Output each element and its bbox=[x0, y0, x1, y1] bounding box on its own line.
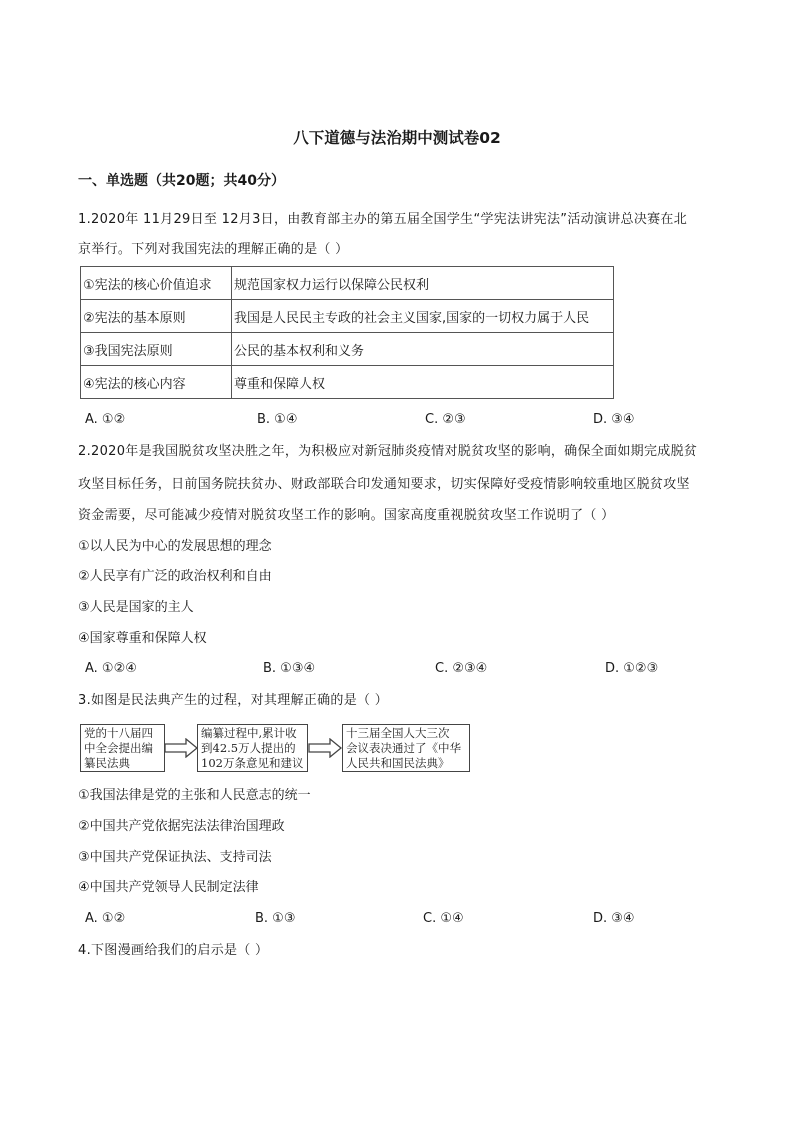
table-row bbox=[81, 333, 614, 366]
q3-item-1: ①我国法律是党的主张和人民意志的统一 bbox=[78, 788, 311, 803]
flow-box-2 bbox=[197, 724, 308, 772]
table-cell: 我国是人民民主专政的社会主义国家,国家的一切权力属于人民 bbox=[232, 300, 614, 333]
q3-option-b[interactable]: B. ①③ bbox=[255, 911, 296, 926]
q1-stem-line-1: 1.2020年 11月29日至 12月3日，由教育部主办的第五届全国学生“学宪法讲宪法”活动演讲总决赛在北 bbox=[78, 212, 688, 227]
q4-stem: 4.下图漫画给我们的启示是（ ） bbox=[78, 943, 269, 958]
q2-stem-line-2: 攻坚目标任务，日前国务院扶贫办、财政部联合印发通知要求，切实保障好受疫情影响较重地区脱贫攻坚 bbox=[78, 477, 690, 492]
q2-option-d[interactable]: D. ①②③ bbox=[605, 661, 659, 676]
flow-text: 纂民法典 bbox=[84, 756, 130, 770]
table-cell: 规范国家权力运行以保障公民权利 bbox=[232, 267, 614, 300]
table-row bbox=[81, 300, 614, 333]
table-cell: ②宪法的基本原则 bbox=[81, 300, 232, 333]
flow-text: 到42.5万人提出的 bbox=[201, 741, 296, 755]
q1-option-c[interactable]: C. ②③ bbox=[425, 412, 466, 427]
flow-text: 编纂过程中,累计收 bbox=[201, 726, 297, 740]
table-row bbox=[81, 267, 614, 300]
q2-item-3: ③人民是国家的主人 bbox=[78, 600, 194, 615]
q2-option-a[interactable]: A. ①②④ bbox=[85, 661, 137, 676]
flow-box-3 bbox=[342, 724, 470, 772]
flow-text: 人民共和国民法典》 bbox=[346, 756, 450, 770]
q2-option-b[interactable]: B. ①③④ bbox=[263, 661, 316, 676]
arrow-right-icon bbox=[308, 738, 342, 758]
q3-item-2: ②中国共产党依据宪法法律治国理政 bbox=[78, 819, 285, 834]
q3-item-4: ④中国共产党领导人民制定法律 bbox=[78, 880, 259, 895]
q1-options bbox=[85, 412, 725, 430]
flow-text: 十三届全国人大三次 bbox=[346, 726, 450, 740]
q1-option-a[interactable]: A. ①② bbox=[85, 412, 126, 427]
q2-item-2: ②人民享有广泛的政治权利和自由 bbox=[78, 569, 272, 584]
q1-option-b[interactable]: B. ①④ bbox=[257, 412, 298, 427]
q3-stem: 3.如图是民法典产生的过程，对其理解正确的是（ ） bbox=[78, 693, 389, 708]
table-cell: 尊重和保障人权 bbox=[232, 366, 614, 399]
q2-options bbox=[85, 661, 725, 679]
q1-table bbox=[80, 266, 614, 399]
flow-text: 会议表决通过了《中华 bbox=[346, 741, 461, 755]
q3-flow-diagram bbox=[80, 724, 480, 774]
flow-text: 102万条意见和建议 bbox=[201, 756, 304, 770]
flow-box-1 bbox=[80, 724, 165, 772]
table-cell: ④宪法的核心内容 bbox=[81, 366, 232, 399]
q1-option-d[interactable]: D. ③④ bbox=[593, 412, 635, 427]
table-cell: ③我国宪法原则 bbox=[81, 333, 232, 366]
section-heading: 一、单选题（共20题；共40分） bbox=[78, 173, 285, 189]
page-title: 八下道德与法治期中测试卷02 bbox=[293, 129, 501, 147]
flow-text: 党的十八届四 bbox=[84, 726, 153, 740]
arrow-right-icon bbox=[164, 738, 198, 758]
table-cell: ①宪法的核心价值追求 bbox=[81, 267, 232, 300]
q2-stem-line-1: 2.2020年是我国脱贫攻坚决胜之年，为积极应对新冠肺炎疫情对脱贫攻坚的影响，确保全面如期完成脱贫 bbox=[78, 444, 698, 459]
flow-text: 中全会提出编 bbox=[84, 741, 153, 755]
q2-stem-line-3: 资金需要，尽可能减少疫情对脱贫攻坚工作的影响。国家高度重视脱贫攻坚工作说明了（ ） bbox=[78, 508, 615, 523]
q3-option-c[interactable]: C. ①④ bbox=[423, 911, 464, 926]
q2-item-1: ①以人民为中心的发展思想的理念 bbox=[78, 539, 272, 554]
q3-item-3: ③中国共产党保证执法、支持司法 bbox=[78, 850, 272, 865]
table-cell: 公民的基本权利和义务 bbox=[232, 333, 614, 366]
q1-stem-line-2: 京举行。下列对我国宪法的理解正确的是（ ） bbox=[78, 242, 349, 257]
q2-option-c[interactable]: C. ②③④ bbox=[435, 661, 488, 676]
q3-options bbox=[85, 911, 725, 929]
q2-item-4: ④国家尊重和保障人权 bbox=[78, 631, 207, 646]
table-row bbox=[81, 366, 614, 399]
q3-option-d[interactable]: D. ③④ bbox=[593, 911, 635, 926]
q3-option-a[interactable]: A. ①② bbox=[85, 911, 126, 926]
